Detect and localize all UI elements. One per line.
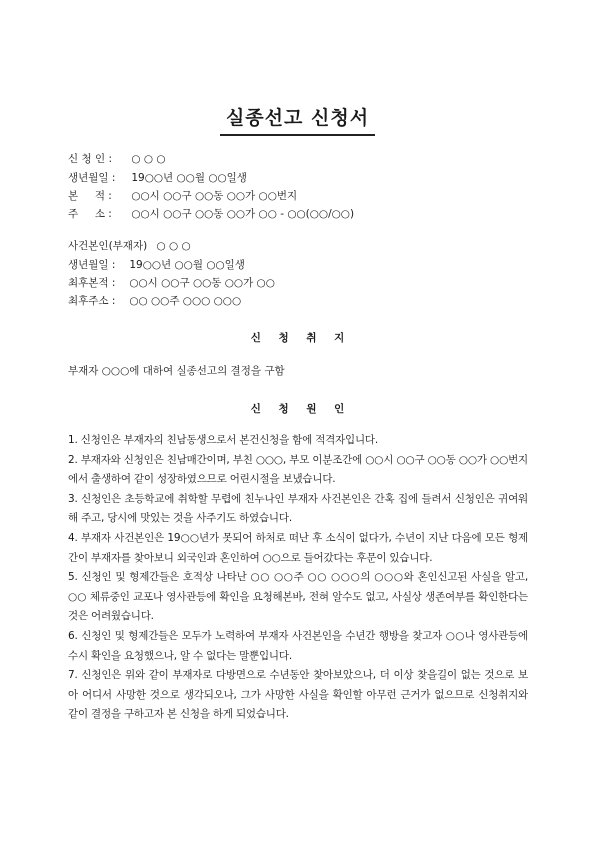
applicant-address-row: [68, 208, 354, 221]
reason-list: [68, 431, 528, 725]
missing-person-header-label: 사건본인(부재자): [68, 240, 148, 252]
applicant-address-value: ○○시 ○○구 ○○동 ○○가 ○○ - ○○(○○/○○): [131, 208, 355, 220]
applicant-domicile-row: [68, 190, 297, 203]
missing-person-header-value: ○ ○ ○: [156, 240, 191, 252]
purpose-heading: 신 청 취 지: [250, 332, 345, 344]
reason-item: 4. 부재자 사건본인은 19○○년가 못되어 하처로 떠난 후 소식이 없다가, 수년이 지난 다음에 모든 형제간이 부재자를 찾아보니 외국인과 혼인하여 ○○으로 들어갔다는 후문이 있습니다.: [68, 531, 528, 564]
document-title: [0, 103, 595, 136]
missing-last-domicile-value: ○○시 ○○구 ○○동 ○○가 ○○: [129, 277, 275, 289]
applicant-birth-row: [68, 172, 247, 185]
applicant-name-row: [68, 153, 166, 166]
missing-person-header-row: [68, 240, 191, 253]
missing-last-domicile-label: 최후본적 :: [68, 277, 116, 289]
reason-item: 5. 신청인 및 형제간들은 호적상 나타난 ○○ ○○주 ○○ ○○○의 ○○○와 혼인신고된 사실을 알고, ○○ 체류중인 교포나 영사관등에 확인을 요청해본바, 전혀 알수도 없고, 사실상 생존여부를 확인한다는 것은 어려웠습니다.: [68, 571, 528, 623]
missing-last-address-label: 최후주소 :: [68, 295, 116, 307]
applicant-domicile-value: ○○시 ○○구 ○○동 ○○가 ○○번지: [131, 190, 298, 202]
reason-item: 2. 부재자와 신청인은 친남매간이며, 부친 ○○○, 부모 이분조간에 ○○시 ○○구 ○○동 ○○가 ○○번지에서 출생하여 같이 성장하였으므로 어린시절을 보냈습니다.: [68, 453, 528, 486]
missing-last-domicile-row: [68, 277, 275, 290]
reason-item: 1. 신청인은 부재자의 친남동생으로서 본건신청을 함에 적격자입니다.: [68, 434, 378, 446]
applicant-domicile-label: 본 적 :: [68, 190, 112, 202]
purpose-text: 부재자 ○○○에 대하여 실종선고의 결정을 구함: [68, 365, 285, 377]
missing-birth-row: [68, 259, 245, 272]
reason-item: 7. 신청인은 위와 같이 부재자로 다방면으로 수년동안 찾아보았으나, 더 이상 찾을길이 없는 것으로 보아 어디서 사망한 것으로 생각되오나, 그가 사망한 사실을 확인할 아무런 근거가 없으므로 신청취지와 같이 결정을 구하고자 본 신청을 하게 되었습니다.: [68, 669, 528, 721]
applicant-name-label: 신 청 인 :: [68, 153, 112, 165]
reason-item: 3. 신청인은 초등학교에 취학할 무렵에 친누나인 부재자 사건본인은 간혹 집에 들려서 신청인은 귀여워해 주고, 당시에 맛있는 것을 사주기도 하였습니다.: [68, 492, 528, 525]
applicant-name-value: ○ ○ ○: [131, 153, 166, 165]
applicant-address-label: 주 소 :: [68, 208, 112, 220]
missing-birth-value: 19○○년 ○○월 ○○일생: [129, 259, 245, 271]
reason-item: 6. 신청인 및 형제간들은 모두가 노력하여 부재자 사건본인을 수년간 행방을 찾고자 ○○나 영사관등에 수시 확인을 요청했으나, 알 수 없다는 말뿐입니다.: [68, 629, 528, 662]
missing-birth-label: 생년월일 :: [68, 259, 116, 271]
applicant-birth-label: 생년월일 :: [68, 172, 116, 184]
missing-last-address-value: ○○ ○○주 ○○○ ○○○: [129, 295, 242, 307]
reason-heading: 신 청 원 인: [250, 403, 345, 415]
applicant-birth-value: 19○○년 ○○월 ○○일생: [131, 172, 247, 184]
title-text: 실종선고 신청서: [220, 103, 375, 136]
missing-last-address-row: [68, 295, 241, 308]
